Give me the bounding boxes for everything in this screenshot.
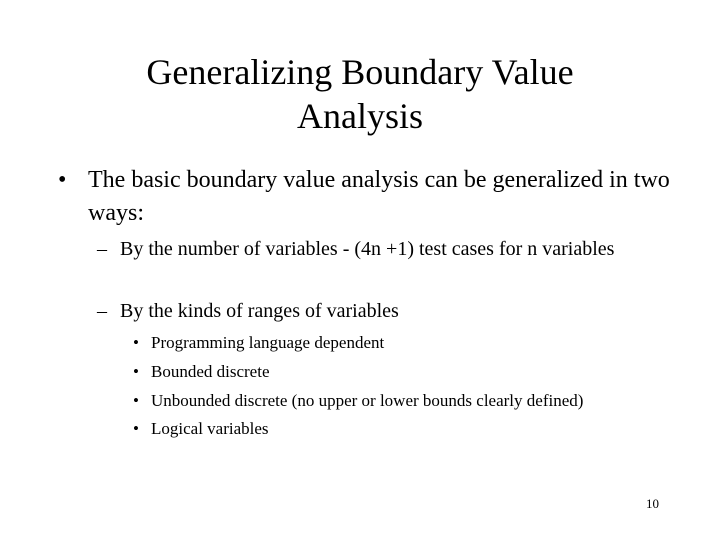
sub-bullet-text: By the number of variables - (4n +1) test cases for n variables bbox=[120, 238, 615, 260]
sub-sub-bullet-item bbox=[133, 418, 693, 440]
sub-sub-bullet-text: Logical variables bbox=[151, 419, 269, 438]
slide-title bbox=[60, 50, 660, 138]
sub-sub-bullet-text: Bounded discrete bbox=[151, 362, 270, 381]
sub-bullet-marker: – bbox=[97, 300, 107, 322]
slide-title-line-2: Analysis bbox=[297, 96, 423, 136]
sub-bullet-text: By the kinds of ranges of variables bbox=[120, 300, 399, 322]
sub-sub-bullet-item bbox=[133, 332, 693, 354]
bullet-item bbox=[58, 164, 678, 230]
sub-bullet-item bbox=[97, 298, 677, 325]
sub-sub-bullet-marker: • bbox=[133, 391, 139, 410]
sub-sub-bullet-marker: • bbox=[133, 419, 139, 438]
bullet-marker: • bbox=[58, 167, 67, 193]
sub-sub-bullet-item bbox=[133, 390, 693, 412]
sub-sub-bullet-text: Unbounded discrete (no upper or lower bounds clearly defined) bbox=[151, 391, 584, 410]
sub-sub-bullet-marker: • bbox=[133, 362, 139, 381]
slide-title-line-1: Generalizing Boundary Value bbox=[146, 52, 574, 92]
page-number: 10 bbox=[646, 496, 659, 511]
sub-bullet-item bbox=[97, 236, 677, 263]
sub-sub-bullet-item bbox=[133, 361, 693, 383]
bullet-text: The basic boundary value analysis can be generalized in two ways: bbox=[88, 167, 670, 226]
sub-bullet-marker: – bbox=[97, 238, 107, 260]
sub-sub-bullet-marker: • bbox=[133, 333, 139, 352]
sub-sub-bullet-text: Programming language dependent bbox=[151, 333, 385, 352]
